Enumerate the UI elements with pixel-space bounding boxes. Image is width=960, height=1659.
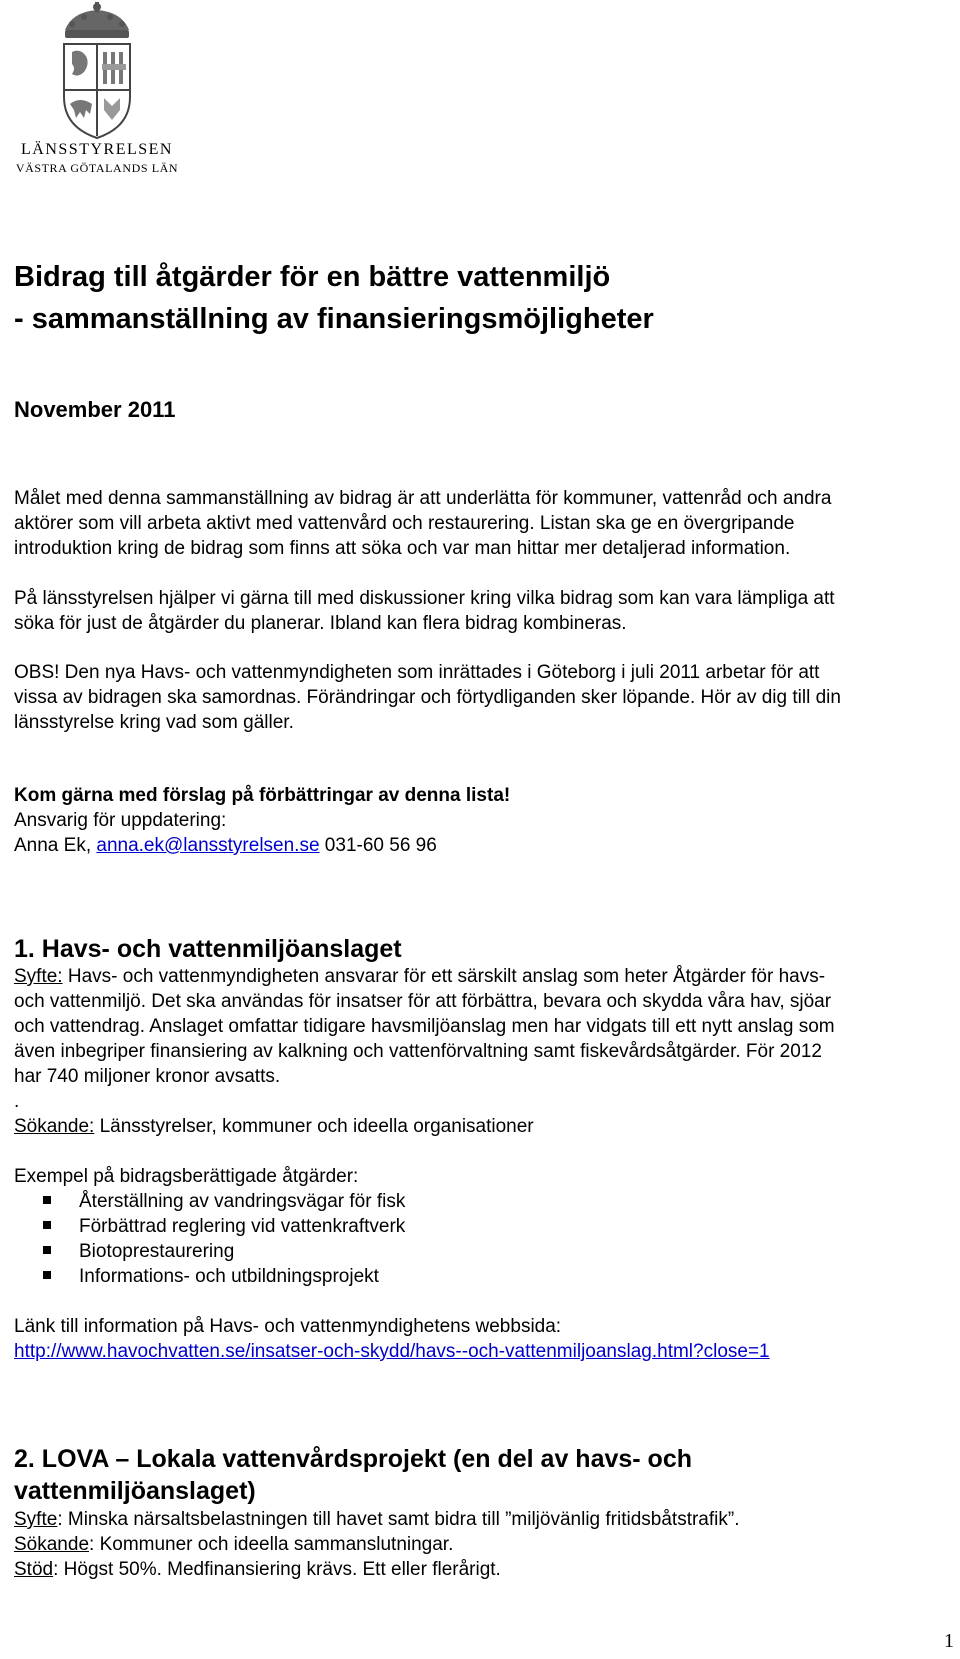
text-line: . (14, 1091, 20, 1112)
text-line (14, 1507, 944, 1532)
section-2-heading-line2: vattenmiljöanslaget) (14, 1477, 256, 1505)
examples-list (14, 1189, 405, 1289)
section-1-body (14, 964, 944, 1139)
section-2-body (14, 1507, 944, 1582)
list-item-text: Förbättrad reglering vid vattenkraftverk (79, 1216, 406, 1237)
contact-name: Anna Ek, (14, 835, 97, 856)
list-item (14, 1264, 405, 1289)
document-title-line1: Bidrag till åtgärder för en bättre vattenmiljö (14, 261, 611, 293)
list-item (14, 1189, 405, 1214)
list-item-text: Biotoprestaurering (79, 1241, 235, 1262)
text-line: länsstyrelse kring vad som gäller. (14, 712, 294, 733)
text-line (14, 1557, 944, 1582)
list-item (14, 1214, 405, 1239)
text-span: Länsstyrelser, kommuner och ideella organisationer (94, 1116, 534, 1137)
stod-label: Stöd (14, 1559, 54, 1580)
intro-paragraph-1 (14, 486, 944, 561)
bullet-icon (43, 1196, 51, 1204)
contact-line (14, 833, 944, 858)
text-line: Målet med denna sammanställning av bidrag är att underlätta för kommuner, vattenråd och andra (14, 488, 832, 509)
page-number: 1 (944, 1630, 954, 1652)
text-line (14, 964, 944, 989)
org-region: VÄSTRA GÖTALANDS LÄN (15, 161, 179, 175)
text-span: : Minska närsaltsbelastningen till havet samt bidra till ”miljövänlig fritidsbåtstrafik”. (57, 1509, 740, 1530)
bullet-icon (43, 1246, 51, 1254)
section-1-heading: 1. Havs- och vattenmiljöanslaget (14, 935, 402, 963)
sokande-label: Sökande: (14, 1116, 95, 1137)
contact-email-link[interactable]: anna.ek@lansstyrelsen.se (96, 835, 320, 856)
document-date: November 2011 (14, 397, 176, 422)
text-line: OBS! Den nya Havs- och vattenmyndigheten som inrättades i Göteborg i juli 2011 arbetar för att (14, 662, 820, 683)
link-label: Länk till information på Havs- och vattenmyndighetens webbsida: (14, 1316, 562, 1337)
text-line (14, 1532, 944, 1557)
syfte-label: Syfte (14, 1509, 58, 1530)
syfte-label: Syfte: (14, 966, 63, 987)
org-name: LÄNSSTYRELSEN (21, 141, 173, 158)
text-line: och vattendrag. Anslaget omfattar tidigare havsmiljöanslag men har vidgats till ett nytt anslag som (14, 1016, 835, 1037)
link-block (14, 1314, 944, 1364)
intro-paragraph-3 (14, 660, 944, 735)
text-line: söka för just de åtgärder du planerar. Ibland kan flera bidrag kombineras. (14, 613, 627, 634)
contact-block (14, 783, 944, 858)
intro-paragraph-2 (14, 586, 944, 636)
text-span: : Högst 50%. Medfinansiering krävs. Ett eller flerårigt. (53, 1559, 501, 1580)
list-item-text: Informations- och utbildningsprojekt (79, 1266, 379, 1287)
text-line: introduktion kring de bidrag som finns att söka och var man hittar mer detaljerad information. (14, 538, 791, 559)
bullet-icon (43, 1271, 51, 1279)
section-2-heading-line1: 2. LOVA – Lokala vattenvårdsprojekt (en del av havs- och (14, 1445, 693, 1473)
havochvatten-link[interactable]: http://www.havochvatten.se/insatser-och-skydd/havs--och-vattenmiljoanslag.html?close=1 (14, 1341, 770, 1362)
feedback-cta: Kom gärna med förslag på förbättringar av denna lista! (14, 785, 511, 806)
responsible-label: Ansvarig för uppdatering: (14, 810, 227, 831)
contact-phone: 031-60 56 96 (319, 835, 437, 856)
list-item (14, 1239, 405, 1264)
bullet-icon (43, 1221, 51, 1229)
sokande-label: Sökande (14, 1534, 90, 1555)
text-line (14, 1114, 944, 1139)
text-line: och vattenmiljö. Det ska användas för insatser för att förbättra, bevara och skydda våra hav, sjöar (14, 991, 832, 1012)
examples-label: Exempel på bidragsberättigade åtgärder: (14, 1166, 359, 1187)
document-title-line2: - sammanställning av finansieringsmöjligheter (14, 303, 654, 335)
list-item-text: Återställning av vandringsvägar för fisk (79, 1191, 406, 1212)
text-span: Havs- och vattenmyndigheten ansvarar för ett särskilt anslag som heter Åtgärder för havs- (62, 966, 826, 987)
text-line: På länsstyrelsen hjälper vi gärna till med diskussioner kring vilka bidrag som kan vara lämpliga att (14, 588, 835, 609)
text-line: aktörer som vill arbeta aktivt med vattenvård och restaurering. Listan ska ge en övergripande (14, 513, 795, 534)
text-line: vissa av bidragen ska samordnas. Förändringar och förtydliganden sker löpande. Hör av dig till din (14, 687, 841, 708)
text-span: : Kommuner och ideella sammanslutningar. (89, 1534, 454, 1555)
text-line: har 740 miljoner kronor avsatts. (14, 1066, 281, 1087)
text-line: även inbegriper finansiering av kalkning och vattenförvaltning samt fiskevårdsåtgärder. För 2012 (14, 1041, 822, 1062)
